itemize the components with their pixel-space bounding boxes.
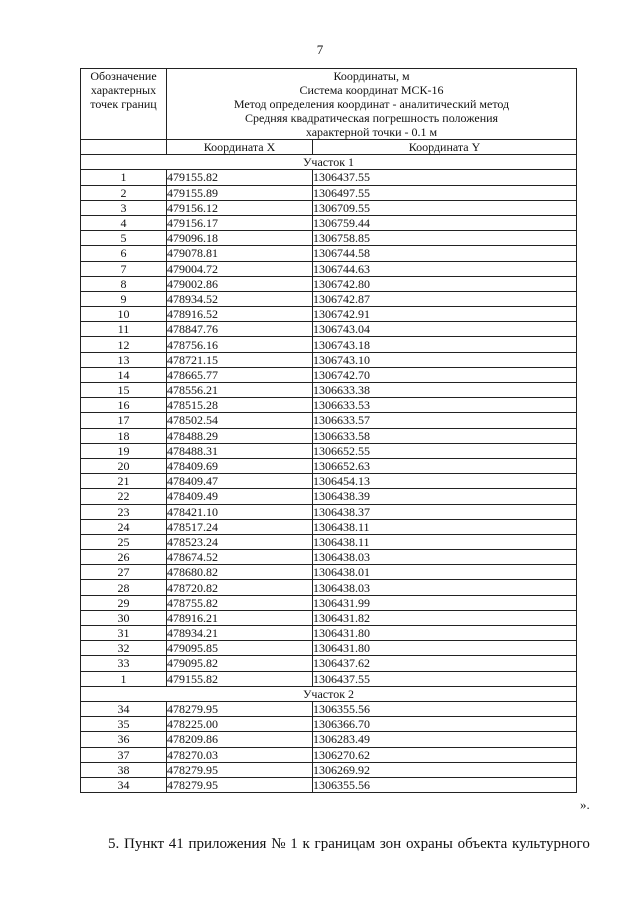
coordinate-x: 478409.47 [167, 474, 313, 489]
header-coordinates-info [167, 69, 577, 140]
table-row [81, 762, 577, 777]
point-number: 27 [81, 565, 167, 580]
paragraph-text: 5. Пункт 41 приложения № 1 к границам зон охраны объекта культурного [108, 836, 590, 852]
table-row [81, 489, 577, 504]
header-right-line: Метод определения координат - аналитический метод [233, 97, 510, 111]
coordinate-y: 1306743.10 [313, 352, 577, 367]
coordinate-x: 478916.21 [167, 610, 313, 625]
coordinate-x: 478755.82 [167, 595, 313, 610]
table-row [81, 307, 577, 322]
coordinate-x: 478916.52 [167, 307, 313, 322]
table-row [81, 200, 577, 215]
header-left-line: характерных [90, 83, 157, 97]
coordinate-x: 479096.18 [167, 231, 313, 246]
coordinate-y: 1306742.87 [313, 291, 577, 306]
coordinate-y: 1306633.38 [313, 383, 577, 398]
coordinate-x: 479095.85 [167, 641, 313, 656]
coordinate-x: 478279.95 [167, 762, 313, 777]
coordinate-y: 1306431.80 [313, 626, 577, 641]
point-number: 22 [81, 489, 167, 504]
coordinate-y: 1306759.44 [313, 215, 577, 230]
point-number: 18 [81, 428, 167, 443]
coordinate-y: 1306743.18 [313, 337, 577, 352]
table-row [81, 534, 577, 549]
table-row [81, 261, 577, 276]
point-number: 28 [81, 580, 167, 595]
point-number: 5 [81, 231, 167, 246]
coordinate-x: 479002.86 [167, 276, 313, 291]
coordinate-y: 1306758.85 [313, 231, 577, 246]
coordinate-y: 1306709.55 [313, 200, 577, 215]
point-number: 25 [81, 534, 167, 549]
coordinate-y: 1306438.01 [313, 565, 577, 580]
coordinate-x: 478515.28 [167, 398, 313, 413]
point-number: 26 [81, 550, 167, 565]
point-number: 9 [81, 291, 167, 306]
header-left-line: точек границ [90, 97, 157, 111]
closing-quote: ». [580, 797, 590, 812]
coordinate-x: 478502.54 [167, 413, 313, 428]
coordinate-x: 478556.21 [167, 383, 313, 398]
header-point-designation [81, 69, 167, 140]
coordinate-x: 478279.95 [167, 777, 313, 792]
header-right-line: Средняя квадратическая погрешность положения [244, 111, 499, 125]
header-right-line: Координаты, м [333, 69, 410, 83]
point-number: 14 [81, 367, 167, 382]
coordinate-x: 478409.69 [167, 458, 313, 473]
table-row [81, 504, 577, 519]
table-row [81, 337, 577, 352]
coordinate-y: 1306633.58 [313, 428, 577, 443]
coordinate-x: 478279.95 [167, 701, 313, 716]
column-y-header: Координата Y [313, 140, 577, 155]
table-row [81, 671, 577, 686]
coordinate-y: 1306742.91 [313, 307, 577, 322]
point-number: 12 [81, 337, 167, 352]
point-number: 8 [81, 276, 167, 291]
coordinate-y: 1306438.39 [313, 489, 577, 504]
point-number: 10 [81, 307, 167, 322]
coordinate-x: 478665.77 [167, 367, 313, 382]
header-right-line: характерной точки - 0.1 м [305, 125, 438, 139]
coordinate-y: 1306742.80 [313, 276, 577, 291]
coordinate-y: 1306437.55 [313, 671, 577, 686]
section-title: Участок 1 [81, 155, 577, 170]
coordinate-y: 1306744.63 [313, 261, 577, 276]
point-number: 4 [81, 215, 167, 230]
point-number: 17 [81, 413, 167, 428]
point-number: 23 [81, 504, 167, 519]
point-number: 33 [81, 656, 167, 671]
table-row [81, 170, 577, 185]
point-number: 34 [81, 701, 167, 716]
point-number: 24 [81, 519, 167, 534]
coordinate-x: 478674.52 [167, 550, 313, 565]
point-number: 35 [81, 717, 167, 732]
coordinate-x: 478721.15 [167, 352, 313, 367]
table-row [81, 474, 577, 489]
coordinate-y: 1306355.56 [313, 777, 577, 792]
coordinate-x: 478421.10 [167, 504, 313, 519]
coordinate-x: 478523.24 [167, 534, 313, 549]
coordinate-x: 479095.82 [167, 656, 313, 671]
coordinate-x: 479078.81 [167, 246, 313, 261]
coordinate-y: 1306366.70 [313, 717, 577, 732]
table-row [81, 656, 577, 671]
coordinate-x: 479156.17 [167, 215, 313, 230]
table-row [81, 732, 577, 747]
coordinate-x: 478409.49 [167, 489, 313, 504]
point-number: 31 [81, 626, 167, 641]
coordinate-y: 1306652.55 [313, 443, 577, 458]
coordinate-y: 1306438.11 [313, 519, 577, 534]
header-right-line: Система координат МСК-16 [299, 83, 444, 97]
coordinate-y: 1306437.62 [313, 656, 577, 671]
table-row [81, 231, 577, 246]
table-row [81, 443, 577, 458]
coordinate-x: 478225.00 [167, 717, 313, 732]
table-row [81, 458, 577, 473]
coordinate-x: 478847.76 [167, 322, 313, 337]
coordinate-x: 479155.82 [167, 671, 313, 686]
coordinate-x: 479155.89 [167, 185, 313, 200]
table-row [81, 215, 577, 230]
table-row [81, 413, 577, 428]
coordinates-table [80, 68, 577, 793]
coordinate-x: 478934.21 [167, 626, 313, 641]
section-row [81, 155, 577, 170]
table-row [81, 550, 577, 565]
coordinate-x: 479155.82 [167, 170, 313, 185]
point-number: 1 [81, 671, 167, 686]
table-row [81, 641, 577, 656]
point-number: 19 [81, 443, 167, 458]
coordinate-y: 1306633.57 [313, 413, 577, 428]
column-x-header: Координата X [167, 140, 313, 155]
coordinate-x: 478517.24 [167, 519, 313, 534]
coordinate-x: 478209.86 [167, 732, 313, 747]
table-row [81, 717, 577, 732]
coordinate-x: 479156.12 [167, 200, 313, 215]
table-row [81, 367, 577, 382]
point-number: 38 [81, 762, 167, 777]
table-row [81, 519, 577, 534]
coordinate-y: 1306270.62 [313, 747, 577, 762]
table-row [81, 398, 577, 413]
point-number: 1 [81, 170, 167, 185]
coordinate-y: 1306431.82 [313, 610, 577, 625]
coordinate-y: 1306438.37 [313, 504, 577, 519]
section-title: Участок 2 [81, 686, 577, 701]
coordinate-x: 478756.16 [167, 337, 313, 352]
point-number: 32 [81, 641, 167, 656]
table-row [81, 595, 577, 610]
coordinate-y: 1306431.80 [313, 641, 577, 656]
table-row [81, 322, 577, 337]
empty-header-cell [81, 140, 167, 155]
coordinate-y: 1306438.03 [313, 550, 577, 565]
coordinate-x: 478680.82 [167, 565, 313, 580]
table-row [81, 291, 577, 306]
header-left-line: Обозначение [90, 69, 157, 83]
coordinate-x: 478720.82 [167, 580, 313, 595]
point-number: 15 [81, 383, 167, 398]
table-row [81, 352, 577, 367]
page-number: 7 [316, 42, 324, 57]
point-number: 30 [81, 610, 167, 625]
point-number: 7 [81, 261, 167, 276]
coordinates-table-body [81, 69, 577, 793]
table-row [81, 276, 577, 291]
table-row [81, 580, 577, 595]
coordinate-y: 1306633.53 [313, 398, 577, 413]
table-header-row [81, 69, 577, 140]
coordinate-x: 478270.03 [167, 747, 313, 762]
coordinate-y: 1306652.63 [313, 458, 577, 473]
coordinate-y: 1306438.03 [313, 580, 577, 595]
point-number: 21 [81, 474, 167, 489]
point-number: 20 [81, 458, 167, 473]
point-number: 37 [81, 747, 167, 762]
table-row [81, 777, 577, 792]
coordinate-y: 1306269.92 [313, 762, 577, 777]
coordinate-y: 1306742.70 [313, 367, 577, 382]
point-number: 11 [81, 322, 167, 337]
coordinate-y: 1306431.99 [313, 595, 577, 610]
point-number: 29 [81, 595, 167, 610]
table-row [81, 185, 577, 200]
table-row [81, 246, 577, 261]
table-row [81, 626, 577, 641]
point-number: 13 [81, 352, 167, 367]
point-number: 36 [81, 732, 167, 747]
coordinate-x: 478488.31 [167, 443, 313, 458]
point-number: 2 [81, 185, 167, 200]
coordinate-y: 1306283.49 [313, 732, 577, 747]
coordinate-y: 1306743.04 [313, 322, 577, 337]
coordinate-y: 1306438.11 [313, 534, 577, 549]
coordinate-x: 478934.52 [167, 291, 313, 306]
coordinate-y: 1306355.56 [313, 701, 577, 716]
table-row [81, 428, 577, 443]
point-number: 6 [81, 246, 167, 261]
column-header-row [81, 140, 577, 155]
coordinate-x: 478488.29 [167, 428, 313, 443]
coordinate-y: 1306437.55 [313, 170, 577, 185]
table-row [81, 565, 577, 580]
table-row [81, 383, 577, 398]
point-number: 34 [81, 777, 167, 792]
coordinate-y: 1306497.55 [313, 185, 577, 200]
table-row [81, 701, 577, 716]
section-row [81, 686, 577, 701]
point-number: 16 [81, 398, 167, 413]
table-row [81, 747, 577, 762]
coordinate-x: 479004.72 [167, 261, 313, 276]
coordinate-y: 1306454.13 [313, 474, 577, 489]
coordinate-y: 1306744.58 [313, 246, 577, 261]
table-row [81, 610, 577, 625]
point-number: 3 [81, 200, 167, 215]
